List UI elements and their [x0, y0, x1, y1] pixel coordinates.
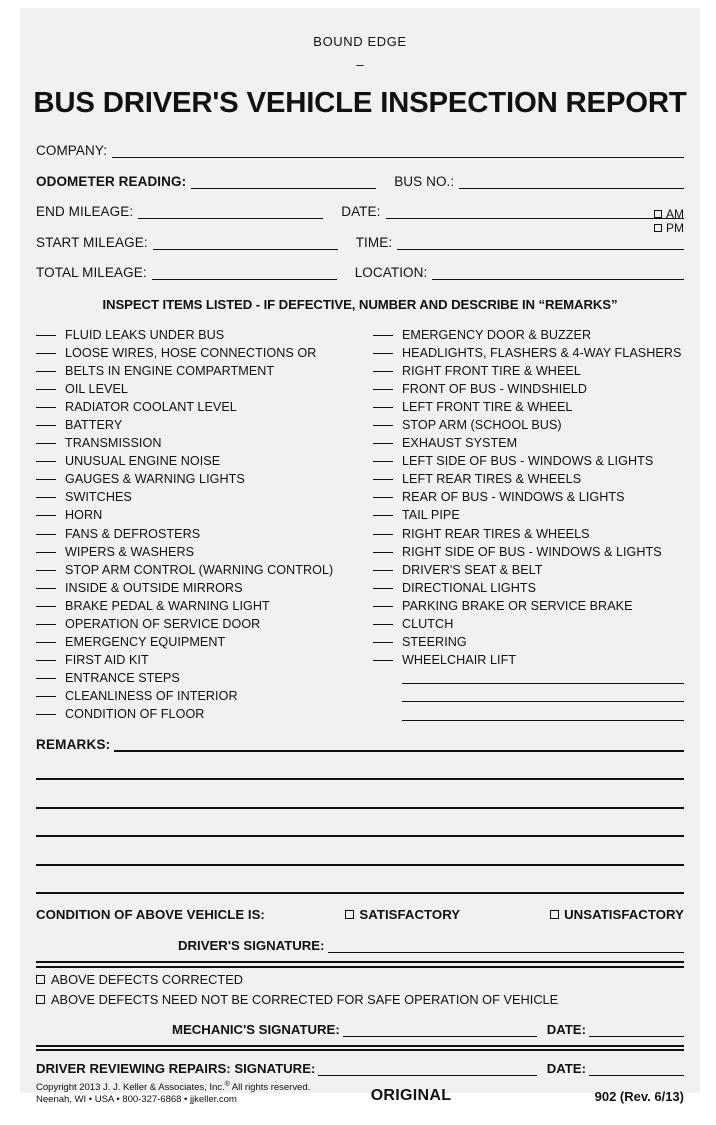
checklist-item-label: BRAKE PEDAL & WARNING LIGHT	[65, 598, 270, 613]
unsatisfactory-checkbox[interactable]	[550, 910, 559, 919]
am-option[interactable]	[654, 207, 684, 221]
checklist-item[interactable]	[36, 452, 347, 470]
item-blank-line[interactable]	[36, 443, 56, 444]
inspection-checklist	[36, 326, 684, 724]
checklist-item[interactable]	[36, 380, 347, 398]
item-blank-line[interactable]	[373, 660, 393, 661]
company-row	[36, 144, 684, 158]
driver-signature-row	[36, 938, 684, 953]
item-blank-line[interactable]	[36, 714, 56, 715]
item-blank-line[interactable]	[36, 660, 56, 661]
mechanic-date-label: DATE:	[546, 1021, 586, 1037]
location-label: LOCATION:	[354, 265, 428, 280]
registered-trademark-icon: ®	[224, 1081, 230, 1089]
checklist-item[interactable]	[36, 434, 347, 452]
checklist-item-label: DIRECTIONAL LIGHTS	[401, 580, 537, 595]
checklist-item-label: TAIL PIPE	[401, 508, 460, 523]
checklist-item-label: OIL LEVEL	[65, 381, 128, 396]
item-blank-line[interactable]	[36, 678, 56, 679]
total-mileage-label: TOTAL MILEAGE:	[36, 265, 147, 280]
item-blank-line[interactable]	[373, 552, 393, 553]
item-blank-line[interactable]	[36, 389, 56, 390]
footer	[36, 1079, 684, 1105]
remarks-section	[36, 737, 684, 895]
checklist-item[interactable]	[373, 597, 684, 615]
checklist-item-label: CLEANLINESS OF INTERIOR	[65, 689, 238, 704]
odometer-input-line[interactable]	[191, 176, 376, 189]
checklist-item[interactable]	[36, 579, 347, 597]
checklist-item-label: OPERATION OF SERVICE DOOR	[65, 617, 261, 631]
item-blank-line[interactable]	[36, 461, 56, 462]
checklist-item-label: UNUSUAL ENGINE NOISE	[65, 454, 221, 469]
satisfactory-option[interactable]	[345, 907, 460, 922]
satisfactory-checkbox[interactable]	[345, 910, 354, 919]
checklist-item[interactable]	[373, 651, 684, 669]
checklist-item-label: RIGHT SIDE OF BUS - WINDOWS & LIGHTS	[401, 544, 662, 559]
checklist-item-label: LEFT REAR TIRES & WHEELS	[401, 472, 582, 487]
end-mileage-input-line[interactable]	[138, 206, 323, 219]
item-blank-line[interactable]	[36, 515, 56, 516]
section-divider	[36, 961, 684, 968]
inspect-instructions: INSPECT ITEMS LISTED - IF DEFECTIVE, NUMBER AND DESCRIBE IN “REMARKS”	[102, 296, 618, 312]
odometer-label: ODOMETER READING:	[36, 173, 187, 189]
checklist-left-column	[36, 326, 347, 724]
checklist-item[interactable]	[373, 561, 684, 579]
copyright-line1-pre: Copyright 2013 J. J. Keller & Associates, Inc.	[36, 1082, 225, 1094]
remarks-input-line[interactable]	[36, 864, 684, 866]
item-blank-line[interactable]	[36, 371, 56, 372]
checklist-item[interactable]	[373, 344, 684, 362]
checklist-item-label: LEFT FRONT TIRE & WHEEL	[401, 399, 573, 414]
time-label: TIME:	[355, 234, 393, 250]
pm-label: PM	[666, 221, 684, 235]
copy-type-label: ORIGINAL	[370, 1087, 452, 1105]
checklist-item-label: STOP ARM CONTROL (WARNING CONTROL)	[65, 562, 334, 577]
remarks-first-row	[36, 737, 684, 752]
mechanic-signature-row	[36, 1022, 684, 1037]
item-blank-line[interactable]	[373, 443, 393, 444]
item-blank-line[interactable]	[36, 588, 56, 589]
am-checkbox[interactable]	[654, 210, 662, 218]
checklist-item-label: BELTS IN ENGINE COMPARTMENT	[65, 363, 275, 378]
item-blank-line[interactable]	[373, 353, 393, 354]
remarks-input-line[interactable]	[36, 892, 684, 894]
time-input-line[interactable]	[397, 237, 684, 250]
extra-item-line[interactable]	[373, 669, 684, 687]
defects-corrected-checkbox[interactable]	[36, 975, 45, 984]
extra-item-line[interactable]	[373, 705, 684, 723]
checklist-item-label: HEADLIGHTS, FLASHERS & 4-WAY FLASHERS	[401, 345, 682, 360]
checklist-item-label: GAUGES & WARNING LIGHTS	[65, 472, 245, 487]
start-mileage-label: START MILEAGE:	[36, 234, 148, 250]
checklist-item[interactable]	[36, 470, 347, 488]
checklist-item[interactable]	[373, 362, 684, 380]
checklist-item-label: HORN	[65, 508, 103, 523]
checklist-item[interactable]	[373, 470, 684, 488]
item-blank-line[interactable]	[36, 696, 56, 697]
checklist-item[interactable]	[36, 615, 347, 633]
checklist-item[interactable]	[373, 380, 684, 398]
checklist-item-label: EMERGENCY DOOR & BUZZER	[401, 327, 592, 342]
checklist-item-label: EMERGENCY EQUIPMENT	[65, 635, 226, 650]
checklist-item-label: EXHAUST SYSTEM	[401, 436, 518, 451]
mechanic-date-line[interactable]	[589, 1025, 684, 1037]
condition-label: CONDITION OF ABOVE VEHICLE IS:	[36, 907, 265, 923]
mechanic-signature-line[interactable]	[343, 1025, 537, 1037]
extra-item-line[interactable]	[373, 687, 684, 705]
item-blank-line[interactable]	[373, 371, 393, 372]
item-blank-line[interactable]	[36, 624, 56, 625]
pm-checkbox[interactable]	[654, 224, 662, 232]
checklist-item[interactable]	[36, 398, 347, 416]
remarks-input-line[interactable]	[114, 739, 684, 752]
copyright-line2: Neenah, WI • USA • 800-327-6868 • jjkeller.com	[36, 1093, 237, 1105]
company-input-line[interactable]	[112, 145, 684, 158]
condition-row	[36, 907, 684, 922]
checklist-item[interactable]	[36, 362, 347, 380]
item-blank-line[interactable]	[373, 642, 393, 643]
form-page	[20, 8, 700, 1105]
checklist-item[interactable]	[36, 344, 347, 362]
checklist-item[interactable]	[36, 506, 347, 524]
checklist-item[interactable]	[373, 488, 684, 506]
checklist-item[interactable]	[373, 633, 684, 651]
item-blank-line[interactable]	[373, 461, 393, 462]
checklist-item-label: DRIVER'S SEAT & BELT	[401, 562, 543, 577]
driver-signature-label: DRIVER'S SIGNATURE:	[178, 938, 325, 954]
bound-edge-label: BOUND EDGE	[313, 34, 407, 49]
bus-no-input-line[interactable]	[459, 176, 684, 189]
checklist-item-label: RADIATOR COOLANT LEVEL	[65, 399, 237, 414]
checklist-item-label: FIRST AID KIT	[65, 653, 149, 668]
checklist-item[interactable]	[36, 488, 347, 506]
checklist-item-label: PARKING BRAKE OR SERVICE BRAKE	[401, 598, 633, 613]
checklist-item[interactable]	[36, 525, 347, 543]
section-divider	[36, 1045, 684, 1052]
review-signature-label: DRIVER REVIEWING REPAIRS: SIGNATURE:	[36, 1061, 316, 1077]
total-mileage-input-line[interactable]	[152, 267, 337, 280]
checklist-item[interactable]	[36, 669, 347, 687]
checklist-item-label: CLUTCH	[401, 617, 454, 631]
checklist-item[interactable]	[36, 597, 347, 615]
review-signature-line[interactable]	[318, 1064, 536, 1076]
item-blank-line[interactable]	[373, 407, 393, 408]
checklist-item-label: RIGHT FRONT TIRE & WHEEL	[401, 363, 581, 378]
checklist-item-label: REAR OF BUS - WINDOWS & LIGHTS	[401, 490, 625, 505]
mechanic-signature-label: MECHANIC'S SIGNATURE:	[172, 1021, 340, 1037]
item-blank-line[interactable]	[373, 606, 393, 607]
checklist-item-label: TRANSMISSION	[65, 436, 162, 451]
item-blank-line[interactable]	[36, 425, 56, 426]
total-mileage-location-row	[36, 266, 684, 280]
date-input-line[interactable]	[386, 206, 685, 219]
checklist-item[interactable]	[373, 543, 684, 561]
item-blank-line[interactable]	[373, 479, 393, 480]
checklist-item[interactable]	[36, 633, 347, 651]
item-blank-line[interactable]	[373, 497, 393, 498]
item-blank-line[interactable]	[373, 389, 393, 390]
checklist-item-label: WIPERS & WASHERS	[65, 544, 195, 559]
location-input-line[interactable]	[432, 267, 684, 280]
page-title: BUS DRIVER'S VEHICLE INSPECTION REPORT	[33, 87, 687, 119]
checklist-item[interactable]	[36, 651, 347, 669]
defects-corrected-label: ABOVE DEFECTS CORRECTED	[51, 971, 243, 987]
title-dash: –	[356, 57, 364, 72]
item-blank-line[interactable]	[373, 588, 393, 589]
company-label: COMPANY:	[36, 143, 108, 158]
checklist-item-label: WHEELCHAIR LIFT	[401, 653, 517, 668]
checklist-item[interactable]	[373, 434, 684, 452]
odometer-bus-row	[36, 175, 684, 189]
pm-option[interactable]	[654, 221, 684, 235]
checklist-item-label: FLUID LEAKS UNDER BUS	[65, 327, 225, 342]
item-blank-line[interactable]	[373, 534, 393, 535]
checklist-item[interactable]	[36, 687, 347, 705]
checklist-item-label: STOP ARM (SCHOOL BUS)	[401, 417, 562, 432]
checklist-item[interactable]	[373, 615, 684, 633]
checklist-item-label: LEFT SIDE OF BUS - WINDOWS & LIGHTS	[401, 454, 654, 469]
checklist-item[interactable]	[373, 579, 684, 597]
date-label: DATE:	[341, 204, 381, 219]
item-blank-line[interactable]	[36, 335, 56, 336]
unsatisfactory-option[interactable]	[550, 907, 684, 922]
item-blank-line[interactable]	[373, 425, 393, 426]
remarks-label: REMARKS:	[36, 736, 111, 752]
review-signature-row	[36, 1061, 684, 1076]
defects-not-needed-option[interactable]	[36, 991, 684, 1008]
form-number: 902 (Rev. 6/13)	[594, 1089, 684, 1105]
item-blank-line[interactable]	[36, 497, 56, 498]
checklist-item-label: ENTRANCE STEPS	[65, 671, 180, 686]
item-blank-line[interactable]	[373, 335, 393, 336]
checklist-item-label: LOOSE WIRES, HOSE CONNECTIONS OR	[65, 345, 317, 360]
checklist-right-column	[373, 326, 684, 724]
item-blank-line[interactable]	[373, 570, 393, 571]
item-blank-line[interactable]	[36, 606, 56, 607]
checklist-item[interactable]	[36, 561, 347, 579]
item-blank-line[interactable]	[373, 624, 393, 625]
item-blank-line[interactable]	[36, 552, 56, 553]
checklist-item-label: CONDITION OF FLOOR	[65, 707, 205, 722]
header-fields	[36, 144, 684, 280]
start-mileage-input-line[interactable]	[153, 237, 338, 250]
checklist-item-label: STEERING	[401, 635, 467, 650]
checklist-item[interactable]	[36, 543, 347, 561]
checklist-item-label: FRONT OF BUS - WINDSHIELD	[401, 381, 588, 396]
item-blank-line[interactable]	[373, 515, 393, 516]
am-pm-group	[654, 207, 684, 235]
checklist-item[interactable]	[373, 416, 684, 434]
copyright-line1-post: All rights reserved.	[229, 1082, 311, 1094]
checklist-item[interactable]	[373, 525, 684, 543]
item-blank-line[interactable]	[36, 570, 56, 571]
checklist-item[interactable]	[373, 398, 684, 416]
review-date-label: DATE:	[546, 1061, 586, 1077]
copyright-text	[36, 1079, 336, 1105]
remarks-input-line[interactable]	[36, 807, 684, 809]
defects-corrected-option[interactable]	[36, 971, 684, 988]
checklist-item[interactable]	[36, 705, 347, 723]
review-date-line[interactable]	[589, 1064, 684, 1076]
checklist-item[interactable]	[36, 326, 347, 344]
am-label: AM	[666, 207, 684, 221]
satisfactory-label: SATISFACTORY	[359, 907, 461, 923]
start-mileage-time-row	[36, 236, 684, 250]
unsatisfactory-label: UNSATISFACTORY	[564, 907, 684, 923]
checklist-item[interactable]	[36, 416, 347, 434]
end-mileage-date-row	[36, 205, 684, 219]
item-blank-line[interactable]	[36, 479, 56, 480]
checklist-item-label: INSIDE & OUTSIDE MIRRORS	[65, 580, 243, 595]
remarks-input-line[interactable]	[36, 835, 684, 837]
end-mileage-label: END MILEAGE:	[36, 204, 134, 219]
driver-signature-line[interactable]	[328, 941, 685, 953]
checklist-item-label: SWITCHES	[65, 490, 132, 505]
checklist-item[interactable]	[373, 326, 684, 344]
item-blank-line[interactable]	[36, 407, 56, 408]
remarks-input-line[interactable]	[36, 778, 684, 780]
checklist-item-label: RIGHT REAR TIRES & WHEELS	[401, 526, 590, 541]
defects-not-needed-label: ABOVE DEFECTS NEED NOT BE CORRECTED FOR SAFE OPERATION OF VEHICLE	[51, 991, 559, 1007]
checklist-item[interactable]	[373, 452, 684, 470]
bus-no-label: BUS NO.:	[394, 173, 455, 189]
defects-not-needed-checkbox[interactable]	[36, 995, 45, 1004]
checklist-item[interactable]	[373, 506, 684, 524]
item-blank-line[interactable]	[36, 642, 56, 643]
checklist-item-label: BATTERY	[65, 417, 123, 432]
item-blank-line[interactable]	[36, 534, 56, 535]
checklist-item-label: FANS & DEFROSTERS	[65, 526, 201, 541]
item-blank-line[interactable]	[36, 353, 56, 354]
